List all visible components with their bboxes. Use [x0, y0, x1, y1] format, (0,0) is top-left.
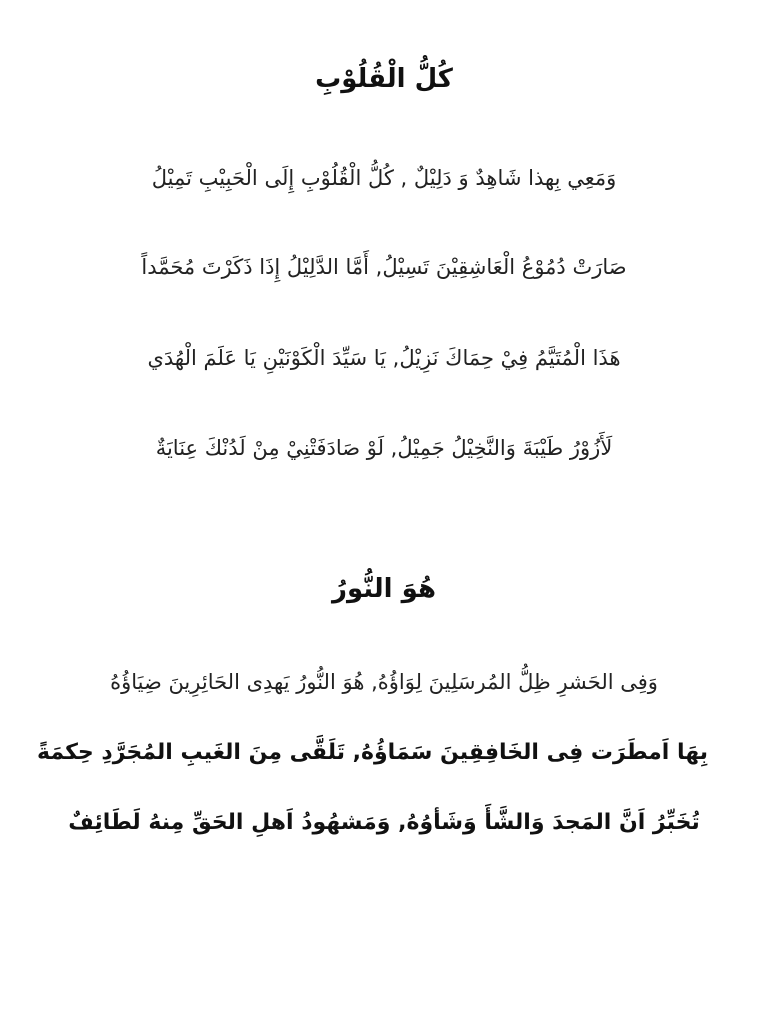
poem-1-line-1: وَمَعِي بِهذا شَاهِدٌ وَ دَلِيْلٌ , كُلُّ الْقُلُوْبِ إِلَى الْحَبِيْبِ تَمِيْلُ — [151, 166, 617, 190]
poem-1-title: كُلُّ الْقُلُوْبِ — [315, 64, 453, 94]
poem-1-line-3: هَذَا الْمُتَيَّمُ فِيْ حِمَاكَ نَزِيْلُ, يَا سَيِّدَ الْكَوْنَيْنِ يَا عَلَمَ الْهُدَي — [147, 346, 621, 370]
poem-1-line-2: صَارَتْ دُمُوْعُ الْعَاشِقِيْنَ تَسِيْلُ, أَمَّا الدَّلِيْلُ إِذَا ذَكَرْتَ مُحَمَّداً — [141, 255, 627, 279]
poem-2-line-2: بِهَا اَمطَرَت فِى الخَافِقِينَ سَمَاؤُهُ, تَلَقَّى مِنَ الغَيبِ المُجَرَّدِ حِكمَةً — [37, 740, 708, 765]
poem-2-line-3: تُخَبِّرُ اَنَّ المَجدَ وَالشَّأَ وَشَأوُهُ, وَمَشهُودُ اَهلِ الحَقِّ مِنهُ لَطَائِفٌ — [68, 810, 700, 835]
poem-2-title: هُوَ النُّورُ — [332, 574, 436, 604]
poem-2-line-1: وَفِى الحَشرِ ظِلُّ المُرسَلِينَ لِوَاؤُهُ, هُوَ النُّورُ يَهدِى الحَائِرِينَ ضِيَاؤُهُ — [110, 670, 658, 694]
poem-1-line-4: لَأَزُوْرُ طَيْبَةَ وَالنَّخِيْلُ جَمِيْلُ, لَوْ صَادَفَتْنِيْ مِنْ لَدُنْكَ عِنَايَةٌ — [155, 436, 613, 460]
